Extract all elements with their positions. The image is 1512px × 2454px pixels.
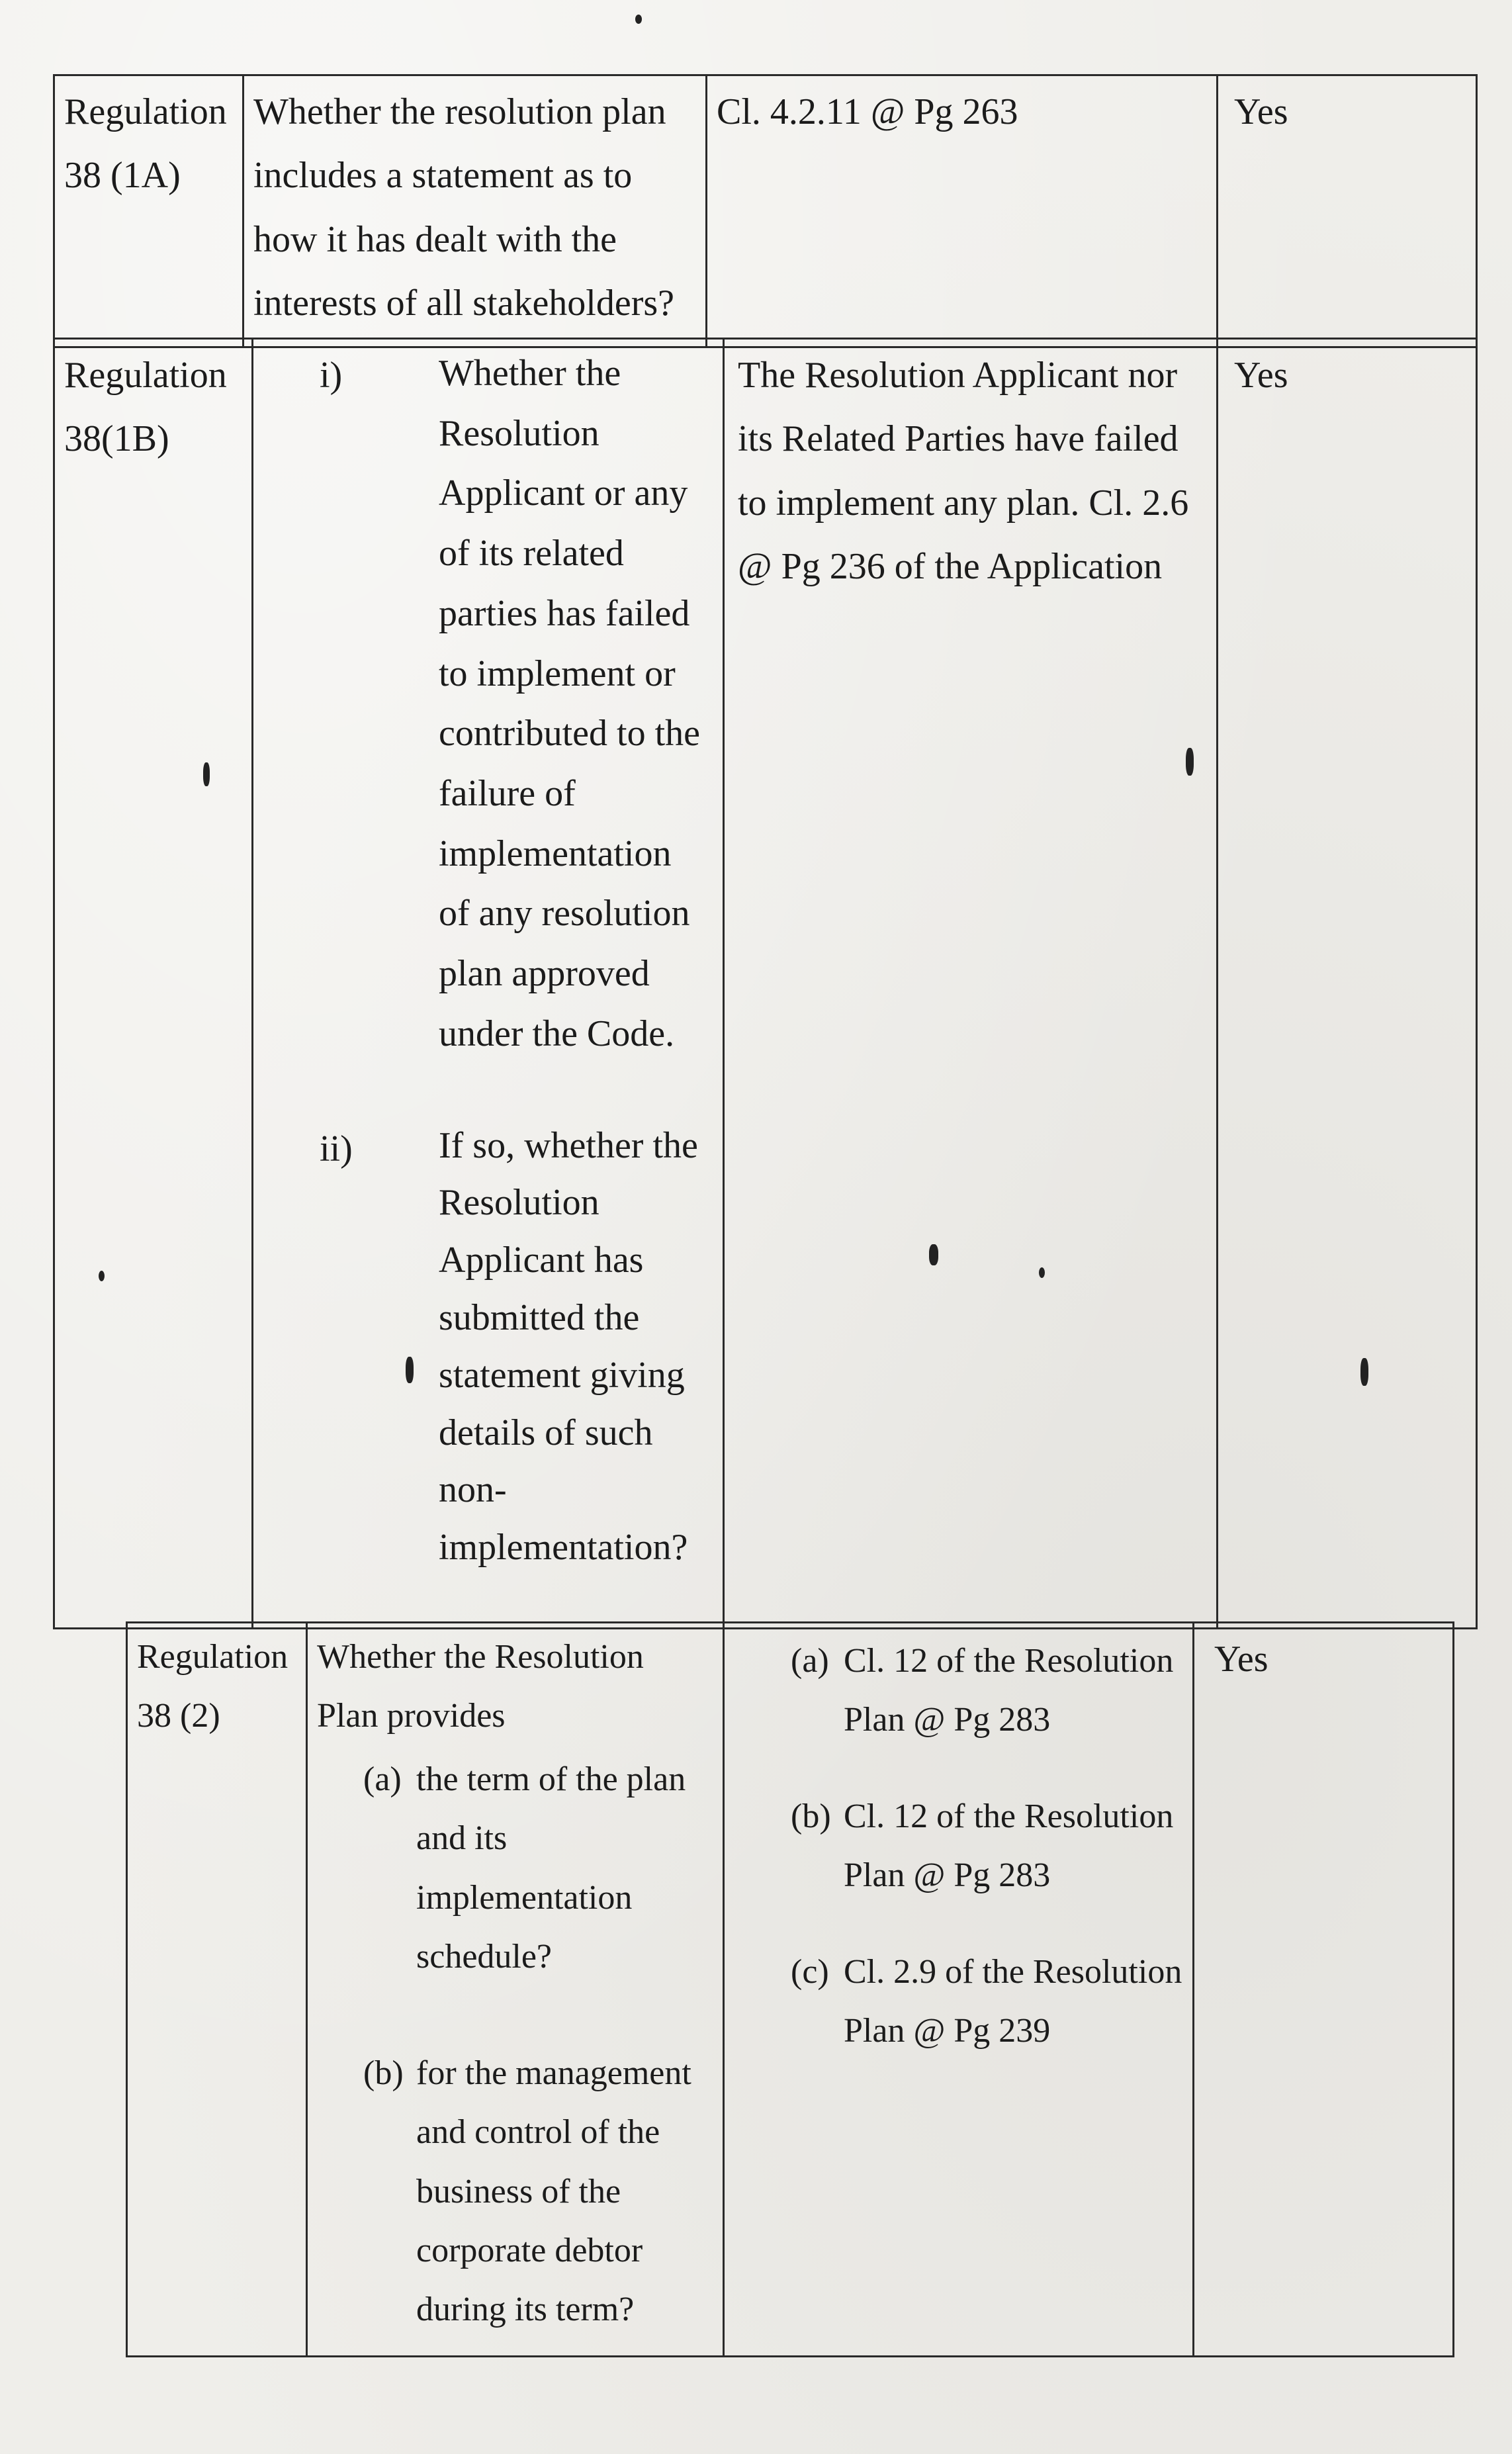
question-text: Whether the resolution plan includes a statement as to how it has dealt with the interests of all stakeholders? — [253, 91, 675, 324]
reference-text: Cl. 4.2.11 @ Pg 263 — [717, 91, 1018, 132]
spacer — [320, 1064, 709, 1117]
spacer — [317, 1987, 709, 2040]
compliance-cell — [1218, 339, 1477, 1629]
sub-question-number: ii) — [320, 1128, 353, 1169]
item-text: for the management and control of the business of the corporate debtor during its term? — [416, 2054, 691, 2329]
item-text: Cl. 12 of the Resolution Plan @ Pg 283 — [844, 1642, 1174, 1739]
regulation-cell — [54, 75, 244, 347]
question-item-a — [317, 1750, 709, 1987]
compliance-value: Yes — [1234, 91, 1288, 132]
table-row — [54, 75, 1477, 347]
question-cell — [244, 75, 707, 347]
item-label: (a) — [363, 1760, 402, 1798]
question-intro: Whether the Resolution Plan provides — [317, 1638, 644, 1735]
compliance-value: Yes — [1214, 1639, 1268, 1680]
regulation-table-row-2 — [53, 338, 1478, 1629]
regulation-cell — [54, 339, 253, 1629]
spacer — [791, 1905, 1183, 1938]
regulation-table-row-1 — [53, 74, 1478, 348]
regulation-table-row-3 — [126, 1621, 1454, 2357]
sub-question-2 — [320, 1117, 709, 1576]
reference-item-c — [791, 1942, 1183, 2061]
reference-cell — [724, 339, 1218, 1629]
regulation-label: Regulation 38 (2) — [137, 1638, 289, 1735]
table-row — [54, 339, 1477, 1629]
reference-item-a — [791, 1631, 1183, 1750]
table-row — [127, 1623, 1454, 2357]
compliance-cell — [1218, 75, 1477, 347]
reference-cell — [707, 75, 1218, 347]
regulation-cell — [127, 1623, 307, 2357]
reference-cell — [724, 1623, 1194, 2357]
item-text: Cl. 2.9 of the Resolution Plan @ Pg 239 — [844, 1952, 1182, 2050]
question-cell — [253, 339, 724, 1629]
regulation-label: Regulation 38 (1A) — [64, 91, 227, 197]
item-text: Cl. 12 of the Resolution Plan @ Pg 283 — [844, 1797, 1174, 1895]
sub-question-text: If so, whether the Resolution Applicant has submitted the statement giving details of such non-implementation? — [439, 1124, 698, 1568]
speck — [635, 15, 642, 24]
sub-question-text: Whether the Resolution Applicant or any of its related parties has failed to implement or contributed to the failure of implementation of any resolution plan approved under the Code. — [439, 353, 701, 1054]
compliance-cell — [1194, 1623, 1454, 2357]
item-label: (b) — [363, 2054, 404, 2092]
sub-question-1 — [320, 343, 709, 1064]
item-label: (c) — [791, 1952, 829, 1991]
regulation-label: Regulation 38(1B) — [64, 355, 227, 460]
item-label: (a) — [791, 1642, 829, 1680]
reference-text: The Resolution Applicant nor its Related Parties have failed to implement any plan. Cl. 2.6 @ Pg 236 of the Application — [738, 355, 1189, 587]
question-item-b — [317, 2044, 709, 2340]
question-cell — [307, 1623, 724, 2357]
item-text: the term of the plan and its implementation schedule? — [416, 1760, 686, 1976]
item-label: (b) — [791, 1797, 831, 1835]
spacer — [791, 1750, 1183, 1783]
reference-item-b — [791, 1787, 1183, 1905]
compliance-value: Yes — [1234, 355, 1288, 396]
sub-question-number: i) — [320, 355, 343, 396]
